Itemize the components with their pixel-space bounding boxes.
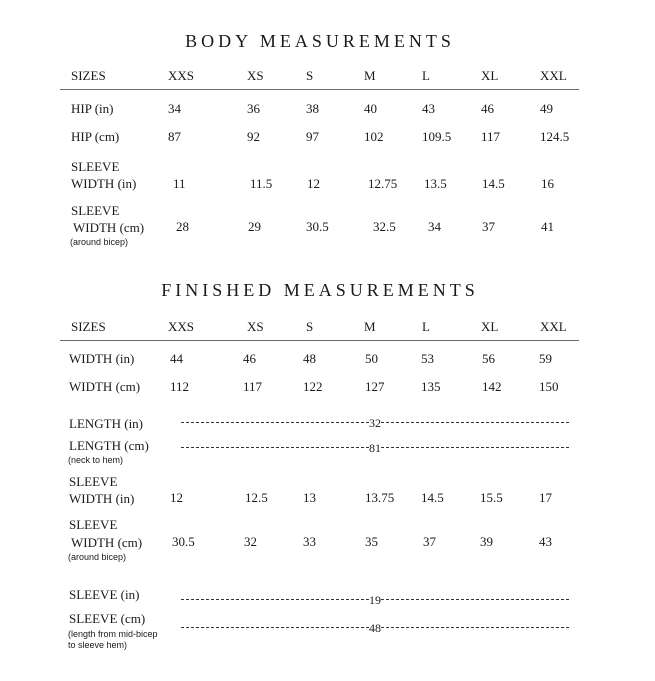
body-size-xxs: XXS bbox=[168, 68, 195, 83]
finished-cell: 37 bbox=[423, 534, 436, 549]
finished-row-label: WIDTH (in) bbox=[69, 491, 135, 506]
body-cell: 11.5 bbox=[250, 176, 273, 191]
finished-cell: 150 bbox=[539, 379, 559, 394]
body-cell: 38 bbox=[306, 101, 319, 116]
body-cell: 32.5 bbox=[373, 219, 396, 234]
body-cell: 29 bbox=[248, 219, 261, 234]
finished-size-xxs: XXS bbox=[168, 319, 195, 334]
finished-size-xxl: XXL bbox=[540, 319, 567, 334]
finished-cell: 13.75 bbox=[365, 490, 395, 505]
finished-size-xl: XL bbox=[481, 319, 499, 334]
body-row-label: HIP (in) bbox=[71, 101, 114, 116]
finished-cell: 35 bbox=[365, 534, 378, 549]
body-row-note: (around bicep) bbox=[70, 237, 129, 247]
finished-row-label: LENGTH (in) bbox=[69, 416, 144, 431]
body-size-xxl: XXL bbox=[540, 68, 567, 83]
finished-cell: 15.5 bbox=[480, 490, 503, 505]
body-cell: 16 bbox=[541, 176, 554, 191]
finished-size-xs: XS bbox=[247, 319, 264, 334]
finished-row-label: SLEEVE (in) bbox=[69, 587, 140, 602]
finished-cell: 32 bbox=[244, 534, 257, 549]
finished-cell: 43 bbox=[539, 534, 552, 549]
body-size-xl: XL bbox=[481, 68, 499, 83]
finished-row-label: SLEEVE bbox=[69, 517, 118, 532]
body-cell: 87 bbox=[168, 129, 181, 144]
finished-size-m: M bbox=[364, 319, 376, 334]
body-cell: 12.75 bbox=[368, 176, 398, 191]
length-in-span bbox=[174, 416, 576, 431]
finished-row-note: (neck to hem) bbox=[68, 455, 124, 465]
finished-cell: 117 bbox=[243, 379, 263, 394]
body-row-label: HIP (cm) bbox=[71, 129, 120, 144]
finished-cell: 33 bbox=[303, 534, 316, 549]
body-cell: 36 bbox=[247, 101, 260, 116]
finished-cell: 50 bbox=[365, 351, 378, 366]
sleeve-in-value: 19 bbox=[369, 593, 381, 607]
body-size-s: S bbox=[306, 68, 314, 83]
body-measurements-title: BODY MEASUREMENTS bbox=[185, 31, 455, 51]
finished-header-rule bbox=[60, 340, 579, 341]
body-size-l: L bbox=[422, 68, 430, 83]
body-cell: 12 bbox=[307, 176, 320, 191]
finished-cell: 46 bbox=[243, 351, 256, 366]
finished-cell: 13 bbox=[303, 490, 316, 505]
body-header-rule bbox=[60, 89, 579, 90]
body-cell: 49 bbox=[540, 101, 553, 116]
finished-cell: 59 bbox=[539, 351, 552, 366]
body-cell: 117 bbox=[481, 129, 501, 144]
body-row-label: SLEEVE bbox=[71, 159, 120, 174]
finished-row-label: WIDTH (cm) bbox=[69, 379, 141, 394]
finished-row-label: WIDTH (in) bbox=[69, 351, 135, 366]
body-cell: 34 bbox=[168, 101, 181, 116]
body-cell: 30.5 bbox=[306, 219, 329, 234]
body-size-m: M bbox=[364, 68, 376, 83]
finished-measurements-title: FINISHED MEASUREMENTS bbox=[161, 280, 479, 300]
body-cell: 92 bbox=[247, 129, 260, 144]
body-cell: 40 bbox=[364, 101, 377, 116]
finished-row-note: (length from mid-bicep bbox=[68, 629, 158, 639]
finished-cell: 56 bbox=[482, 351, 495, 366]
finished-cell: 48 bbox=[303, 351, 316, 366]
body-cell: 28 bbox=[176, 219, 189, 234]
finished-row-label: SLEEVE (cm) bbox=[69, 611, 146, 626]
finished-cell: 14.5 bbox=[421, 490, 444, 505]
body-sizes-label: SIZES bbox=[71, 68, 106, 83]
body-cell: 102 bbox=[364, 129, 384, 144]
body-row-label: WIDTH (cm) bbox=[73, 220, 145, 235]
finished-cell: 39 bbox=[480, 534, 493, 549]
body-cell: 13.5 bbox=[424, 176, 447, 191]
body-cell: 37 bbox=[482, 219, 495, 234]
finished-cell: 12 bbox=[170, 490, 183, 505]
finished-size-s: S bbox=[306, 319, 314, 334]
length-cm-span bbox=[174, 441, 576, 456]
body-row-label: WIDTH (in) bbox=[71, 176, 137, 191]
finished-cell: 53 bbox=[421, 351, 434, 366]
sleeve-cm-value: 48 bbox=[369, 621, 381, 635]
finished-row-note: to sleeve hem) bbox=[68, 640, 128, 650]
sleeve-in-span bbox=[174, 593, 576, 608]
body-cell: 124.5 bbox=[540, 129, 570, 144]
finished-cell: 122 bbox=[303, 379, 323, 394]
finished-size-l: L bbox=[422, 319, 430, 334]
finished-row-label: WIDTH (cm) bbox=[71, 535, 143, 550]
finished-cell: 12.5 bbox=[245, 490, 268, 505]
body-cell: 46 bbox=[481, 101, 494, 116]
body-cell: 43 bbox=[422, 101, 435, 116]
sleeve-cm-span bbox=[174, 621, 576, 636]
finished-cell: 44 bbox=[170, 351, 183, 366]
body-cell: 11 bbox=[173, 176, 186, 191]
body-size-xs: XS bbox=[247, 68, 264, 83]
finished-row-label: SLEEVE bbox=[69, 474, 118, 489]
finished-cell: 127 bbox=[365, 379, 385, 394]
finished-cell: 17 bbox=[539, 490, 552, 505]
body-cell: 97 bbox=[306, 129, 319, 144]
length-cm-value: 81 bbox=[369, 441, 381, 455]
body-cell: 109.5 bbox=[422, 129, 452, 144]
finished-cell: 142 bbox=[482, 379, 502, 394]
length-in-value: 32 bbox=[369, 416, 381, 430]
finished-cell: 135 bbox=[421, 379, 441, 394]
body-cell: 14.5 bbox=[482, 176, 505, 191]
finished-row-note: (around bicep) bbox=[68, 552, 127, 562]
body-row-label: SLEEVE bbox=[71, 203, 120, 218]
finished-row-label: LENGTH (cm) bbox=[69, 438, 149, 453]
body-cell: 41 bbox=[541, 219, 554, 234]
finished-cell: 30.5 bbox=[172, 534, 195, 549]
body-cell: 34 bbox=[428, 219, 441, 234]
finished-cell: 112 bbox=[170, 379, 190, 394]
finished-sizes-label: SIZES bbox=[71, 319, 106, 334]
